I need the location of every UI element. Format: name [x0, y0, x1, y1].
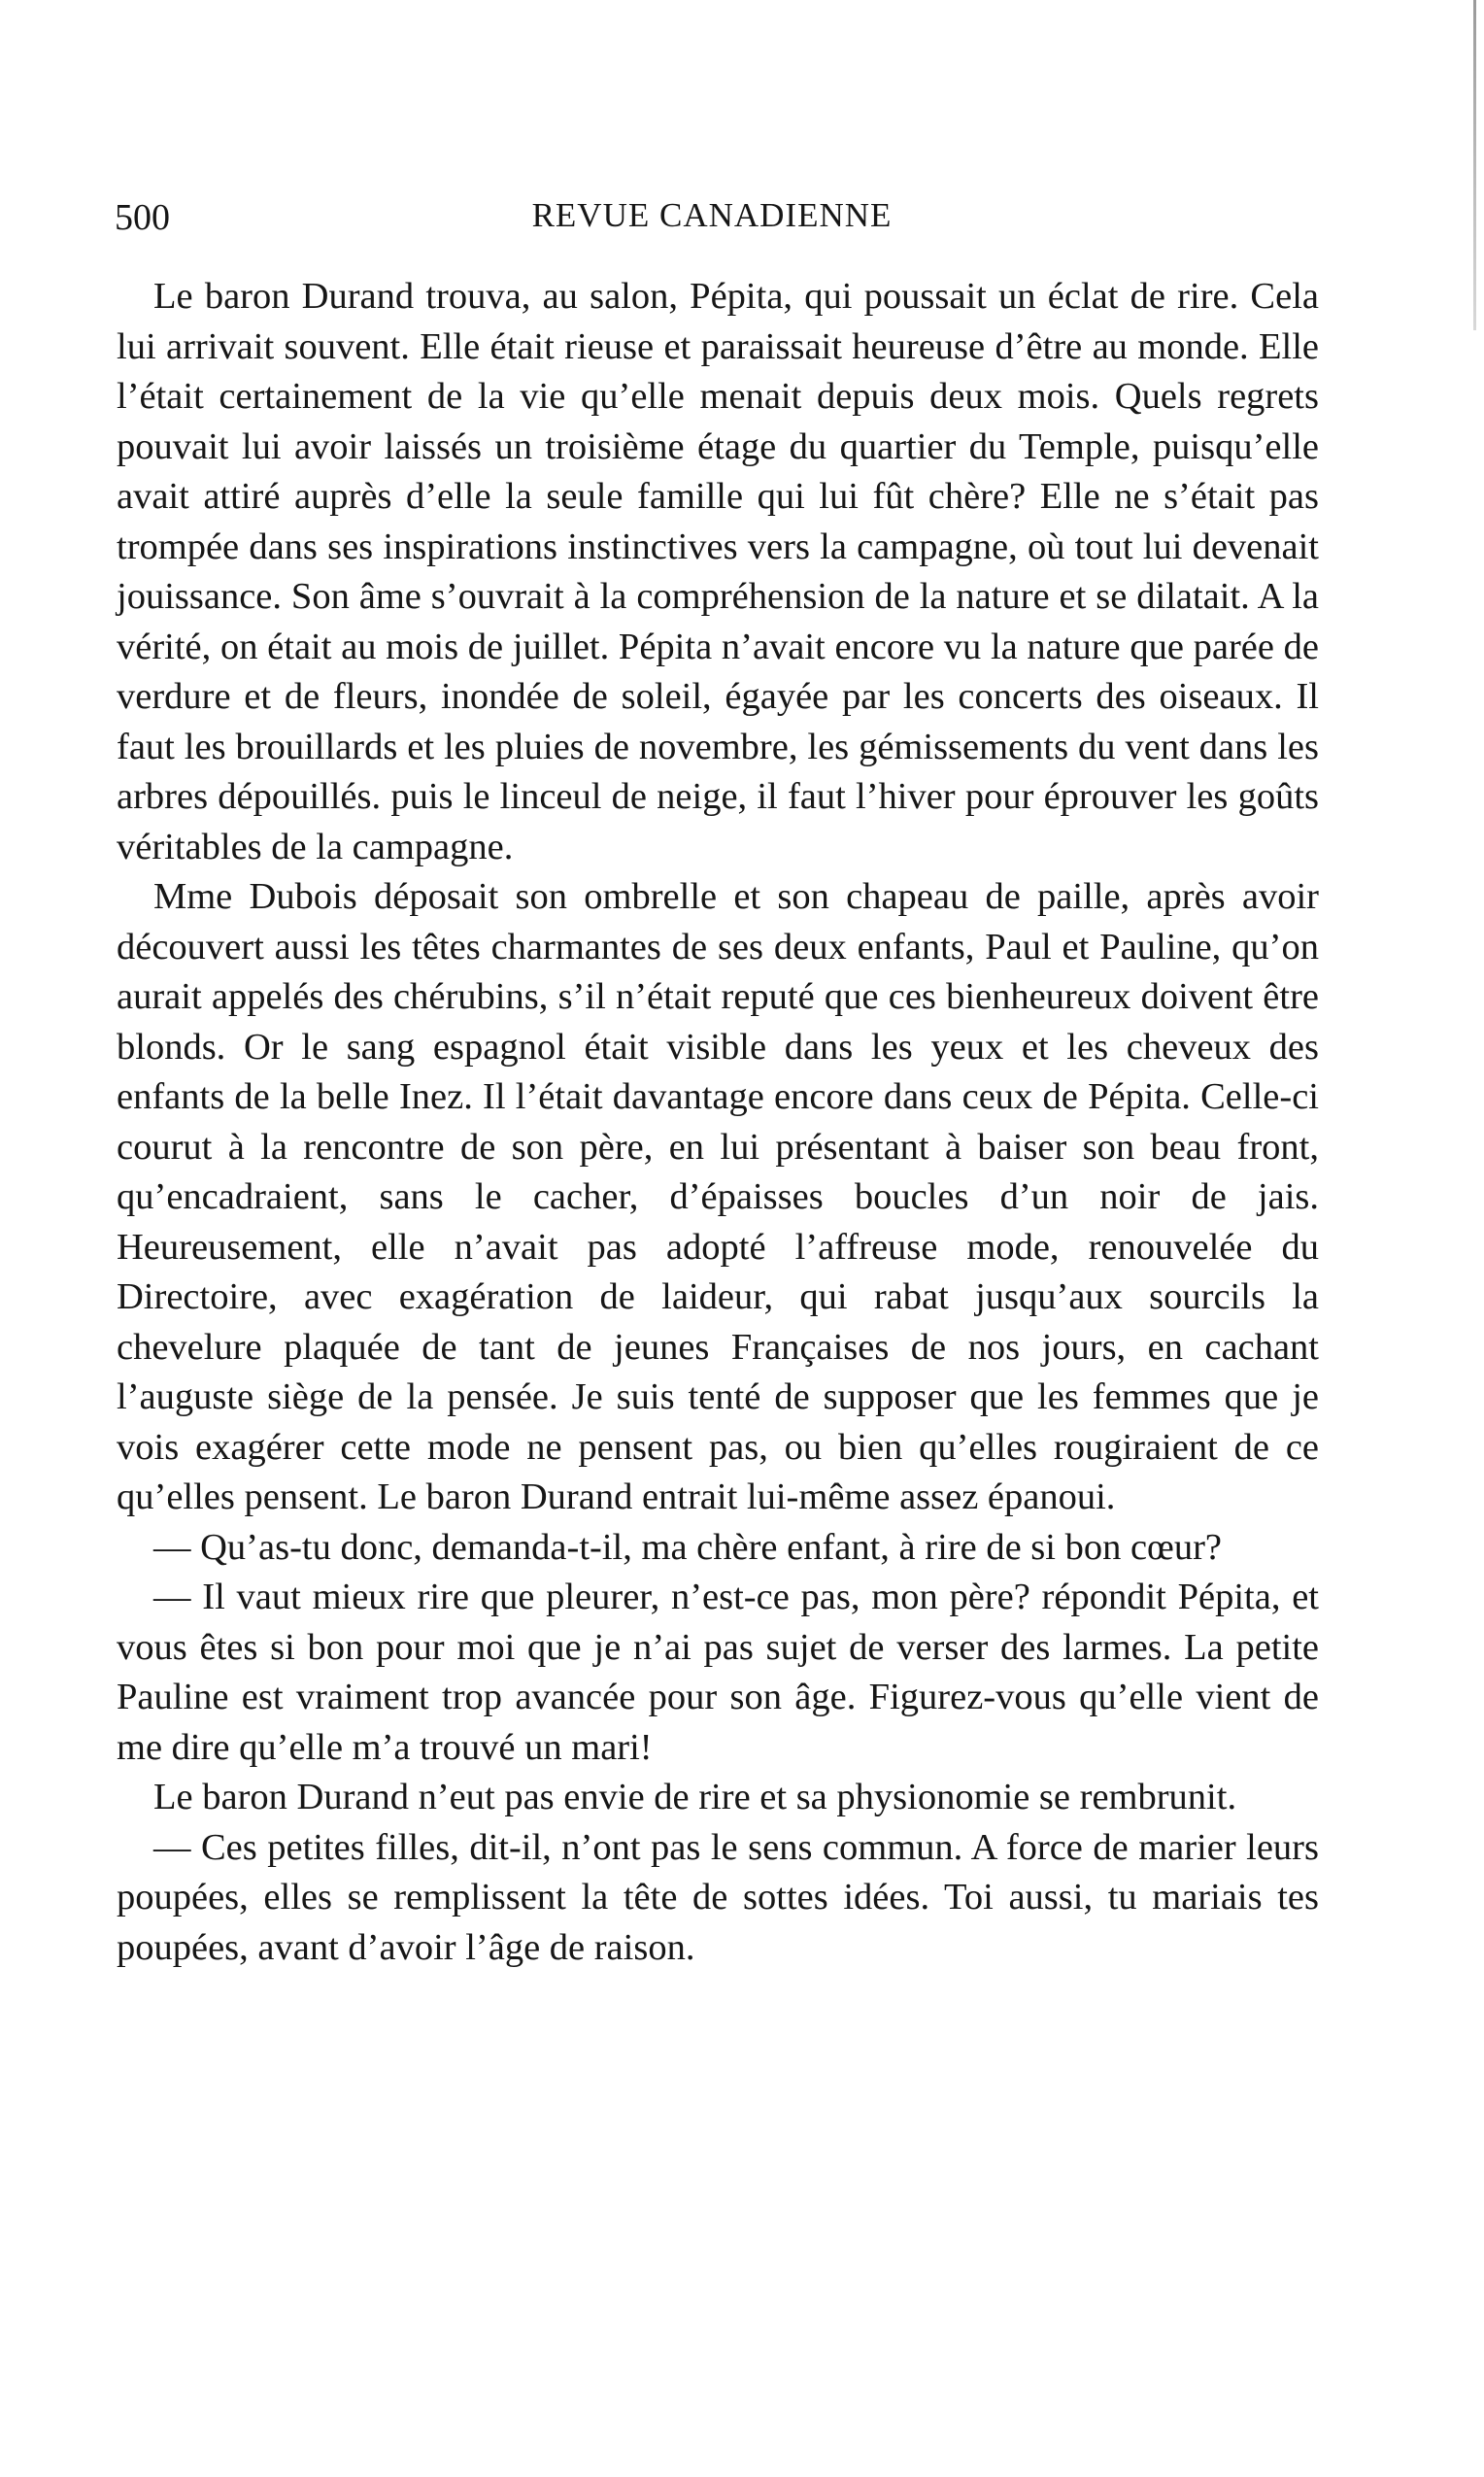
paragraph: Le baron Durand trouva, au salon, Pépita, qui poussait un éclat de rire. Cela lui arrivait souvent. Elle était rieuse et paraissait heureuse d’être au monde. Elle l’était certainement de la vie qu’elle menait depuis deux mois. Quels regrets pouvait lui avoir laissés un troisième étage du quartier du Temple, puisqu’elle avait attiré auprès d’elle la seule famille qui lui fût chère? Elle ne s’était pas trompée dans ses inspirations instinctives vers la campagne, où tout lui devenait jouissance. Son âme s’ouvrait à la compréhension de la nature et se dilatait. A la vérité, on était au mois de juillet. Pépita n’avait encore vu la nature que parée de verdure et de fleurs, inondée de soleil, égayée par les concerts des oiseaux. Il faut les brouillards et les pluies de novembre, les gémissements du vent dans les arbres dépouillés. puis le linceul de neige, il faut l’hiver pour éprouver les goûts véritables de la campagne.: [117, 276, 1319, 867]
page-header: [115, 196, 1309, 254]
running-title: REVUE CANADIENNE: [531, 196, 893, 234]
paragraph: Le baron Durand n’eut pas envie de rire et sa physionomie se rembrunit.: [153, 1777, 1237, 1817]
page-edge-shadow: [1473, 0, 1476, 330]
paragraph: — Il vaut mieux rire que pleurer, n’est-ce pas, mon père? répondit Pépita, et vous êtes si bon pour moi que je n’ai pas sujet de verser des larmes. La petite Pauline est vraiment trop avancée pour son âge. Figurez-vous qu’elle vient de me dire qu’elle m’a trouvé un mari!: [117, 1577, 1319, 1768]
paragraph: — Ces petites filles, dit-il, n’ont pas le sens commun. A force de marier leurs poupées, elles se remplissent la tête de sottes idées. Toi aussi, tu mariais tes poupées, avant d’avoir l’âge de raison.: [117, 1826, 1319, 1968]
paragraph: Mme Dubois déposait son ombrelle et son chapeau de paille, après avoir découvert aussi les têtes charmantes de ses deux enfants, Paul et Pauline, qu’on aurait appelés des chérubins, s’il n’était reputé que ces bienheureux doivent être blonds. Or le sang espagnol était visible dans les yeux et les cheveux des enfants de la belle Inez. Il l’était davantage encore dans ceux de Pépita. Celle-ci courut à la rencontre de son père, en lui présentant à baiser son beau front, qu’encadraient, sans le cacher, d’épaisses boucles d’un noir de jais. Heureusement, elle n’avait pas adopté l’affreuse mode, renouvelée du Directoire, avec exagération de laideur, qui rabat jusqu’aux sourcils la chevelure plaquée de tant de jeunes Françaises de nos jours, en cachant l’auguste siège de la pensée. Je suis tenté de supposer que les femmes que je vois exagérer cette mode ne pensent pas, ou bien qu’elles rougiraient de ce qu’elles pensent. Le baron Durand entrait lui-même assez épanoui.: [117, 876, 1319, 1517]
paragraph: — Qu’as-tu donc, demanda-t-il, ma chère enfant, à rire de si bon cœur?: [153, 1526, 1223, 1568]
body-text: [117, 272, 1319, 1973]
page-number: 500: [115, 197, 170, 238]
